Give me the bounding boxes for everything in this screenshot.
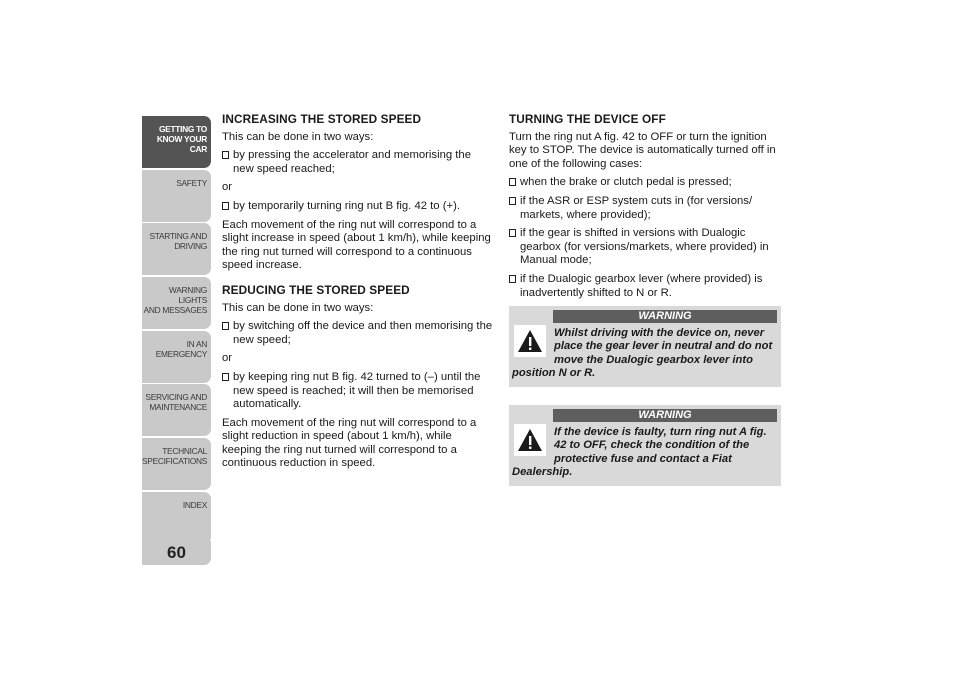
checkbox-bullet-icon xyxy=(509,178,516,186)
warning-text: Whilst driving with the device on, never place the gear lever in neutral and do not move the Dualogic gearbox lever into position N or R. xyxy=(512,327,773,380)
tab-technical-specifications[interactable]: TECHNICAL SPECIFICATIONS xyxy=(142,438,211,490)
paragraph: or xyxy=(222,181,233,194)
tab-getting-to-know-your-car[interactable]: GETTING TO KNOW YOUR CAR xyxy=(142,116,211,168)
bullet-item: by temporarily turning ring nut B fig. 42 to (+). xyxy=(222,200,494,214)
warning-box xyxy=(509,306,781,387)
warning-box xyxy=(509,405,781,486)
bullet-item: by keeping ring nut B fig. 42 turned to (–) until the new speed is reached; it will then be memorised automatically. xyxy=(222,371,494,412)
checkbox-bullet-icon xyxy=(509,275,516,283)
right-column xyxy=(509,113,781,305)
tab-in-an-emergency[interactable]: IN AN EMERGENCY xyxy=(142,331,211,383)
page-number: 60 xyxy=(142,541,211,565)
warning-text: If the device is faulty, turn ring nut A fig. 42 to OFF, check the condition of the protective fuse and contact a Fiat Dealership. xyxy=(512,426,767,479)
checkbox-bullet-icon xyxy=(509,197,516,205)
checkbox-bullet-icon xyxy=(222,151,229,159)
warning-triangle-icon xyxy=(514,424,546,456)
checkbox-bullet-icon xyxy=(222,202,229,210)
bullet-item: if the ASR or ESP system cuts in (for versions/ markets, where provided); xyxy=(509,195,781,222)
paragraph: This can be done in two ways: xyxy=(222,130,374,143)
tab-warning-lights[interactable]: WARNING LIGHTS AND MESSAGES xyxy=(142,277,211,329)
section-title-increasing: INCREASING THE STORED SPEED xyxy=(222,112,422,126)
bullet-item: when the brake or clutch pedal is pressed; xyxy=(509,176,781,190)
paragraph: Each movement of the ring nut will correspond to a slight increase in speed (about 1 km/h), while keeping the ring nut turned will correspond to a continuous speed increase. xyxy=(222,218,491,272)
checkbox-bullet-icon xyxy=(509,229,516,237)
checkbox-bullet-icon xyxy=(222,322,229,330)
paragraph: Each movement of the ring nut will correspond to a slight reduction in speed (about 1 km/h), while keeping the ring nut turned will correspond to a continuous reduction in speed. xyxy=(222,416,477,470)
paragraph: This can be done in two ways: xyxy=(222,301,374,314)
warning-header: WARNING xyxy=(553,310,777,323)
tab-starting-and-driving[interactable]: STARTING AND DRIVING xyxy=(142,223,211,275)
bullet-item: if the Dualogic gearbox lever (where provided) is inadvertently shifted to N or R. xyxy=(509,273,781,300)
section-title-turning-off: TURNING THE DEVICE OFF xyxy=(509,112,666,126)
bullet-item: by switching off the device and then memorising the new speed; xyxy=(222,320,494,347)
chapter-tabs xyxy=(142,116,211,546)
tab-safety[interactable]: SAFETY xyxy=(142,170,211,222)
paragraph: Turn the ring nut A fig. 42 to OFF or turn the ignition key to STOP. The device is automatically turned off in one of the following cases: xyxy=(509,130,776,170)
paragraph: or xyxy=(222,352,233,365)
checkbox-bullet-icon xyxy=(222,373,229,381)
left-column xyxy=(222,113,494,476)
bullet-item: by pressing the accelerator and memorising the new speed reached; xyxy=(222,149,494,176)
warning-header: WARNING xyxy=(553,409,777,422)
section-title-reducing: REDUCING THE STORED SPEED xyxy=(222,282,410,297)
bullet-item: if the gear is shifted in versions with Dualogic gearbox (for versions/markets, where provided) in Manual mode; xyxy=(509,227,781,268)
tab-servicing[interactable]: SERVICING AND MAINTENANCE xyxy=(142,384,211,436)
warning-triangle-icon xyxy=(514,325,546,357)
tab-index[interactable]: INDEX xyxy=(142,492,211,544)
